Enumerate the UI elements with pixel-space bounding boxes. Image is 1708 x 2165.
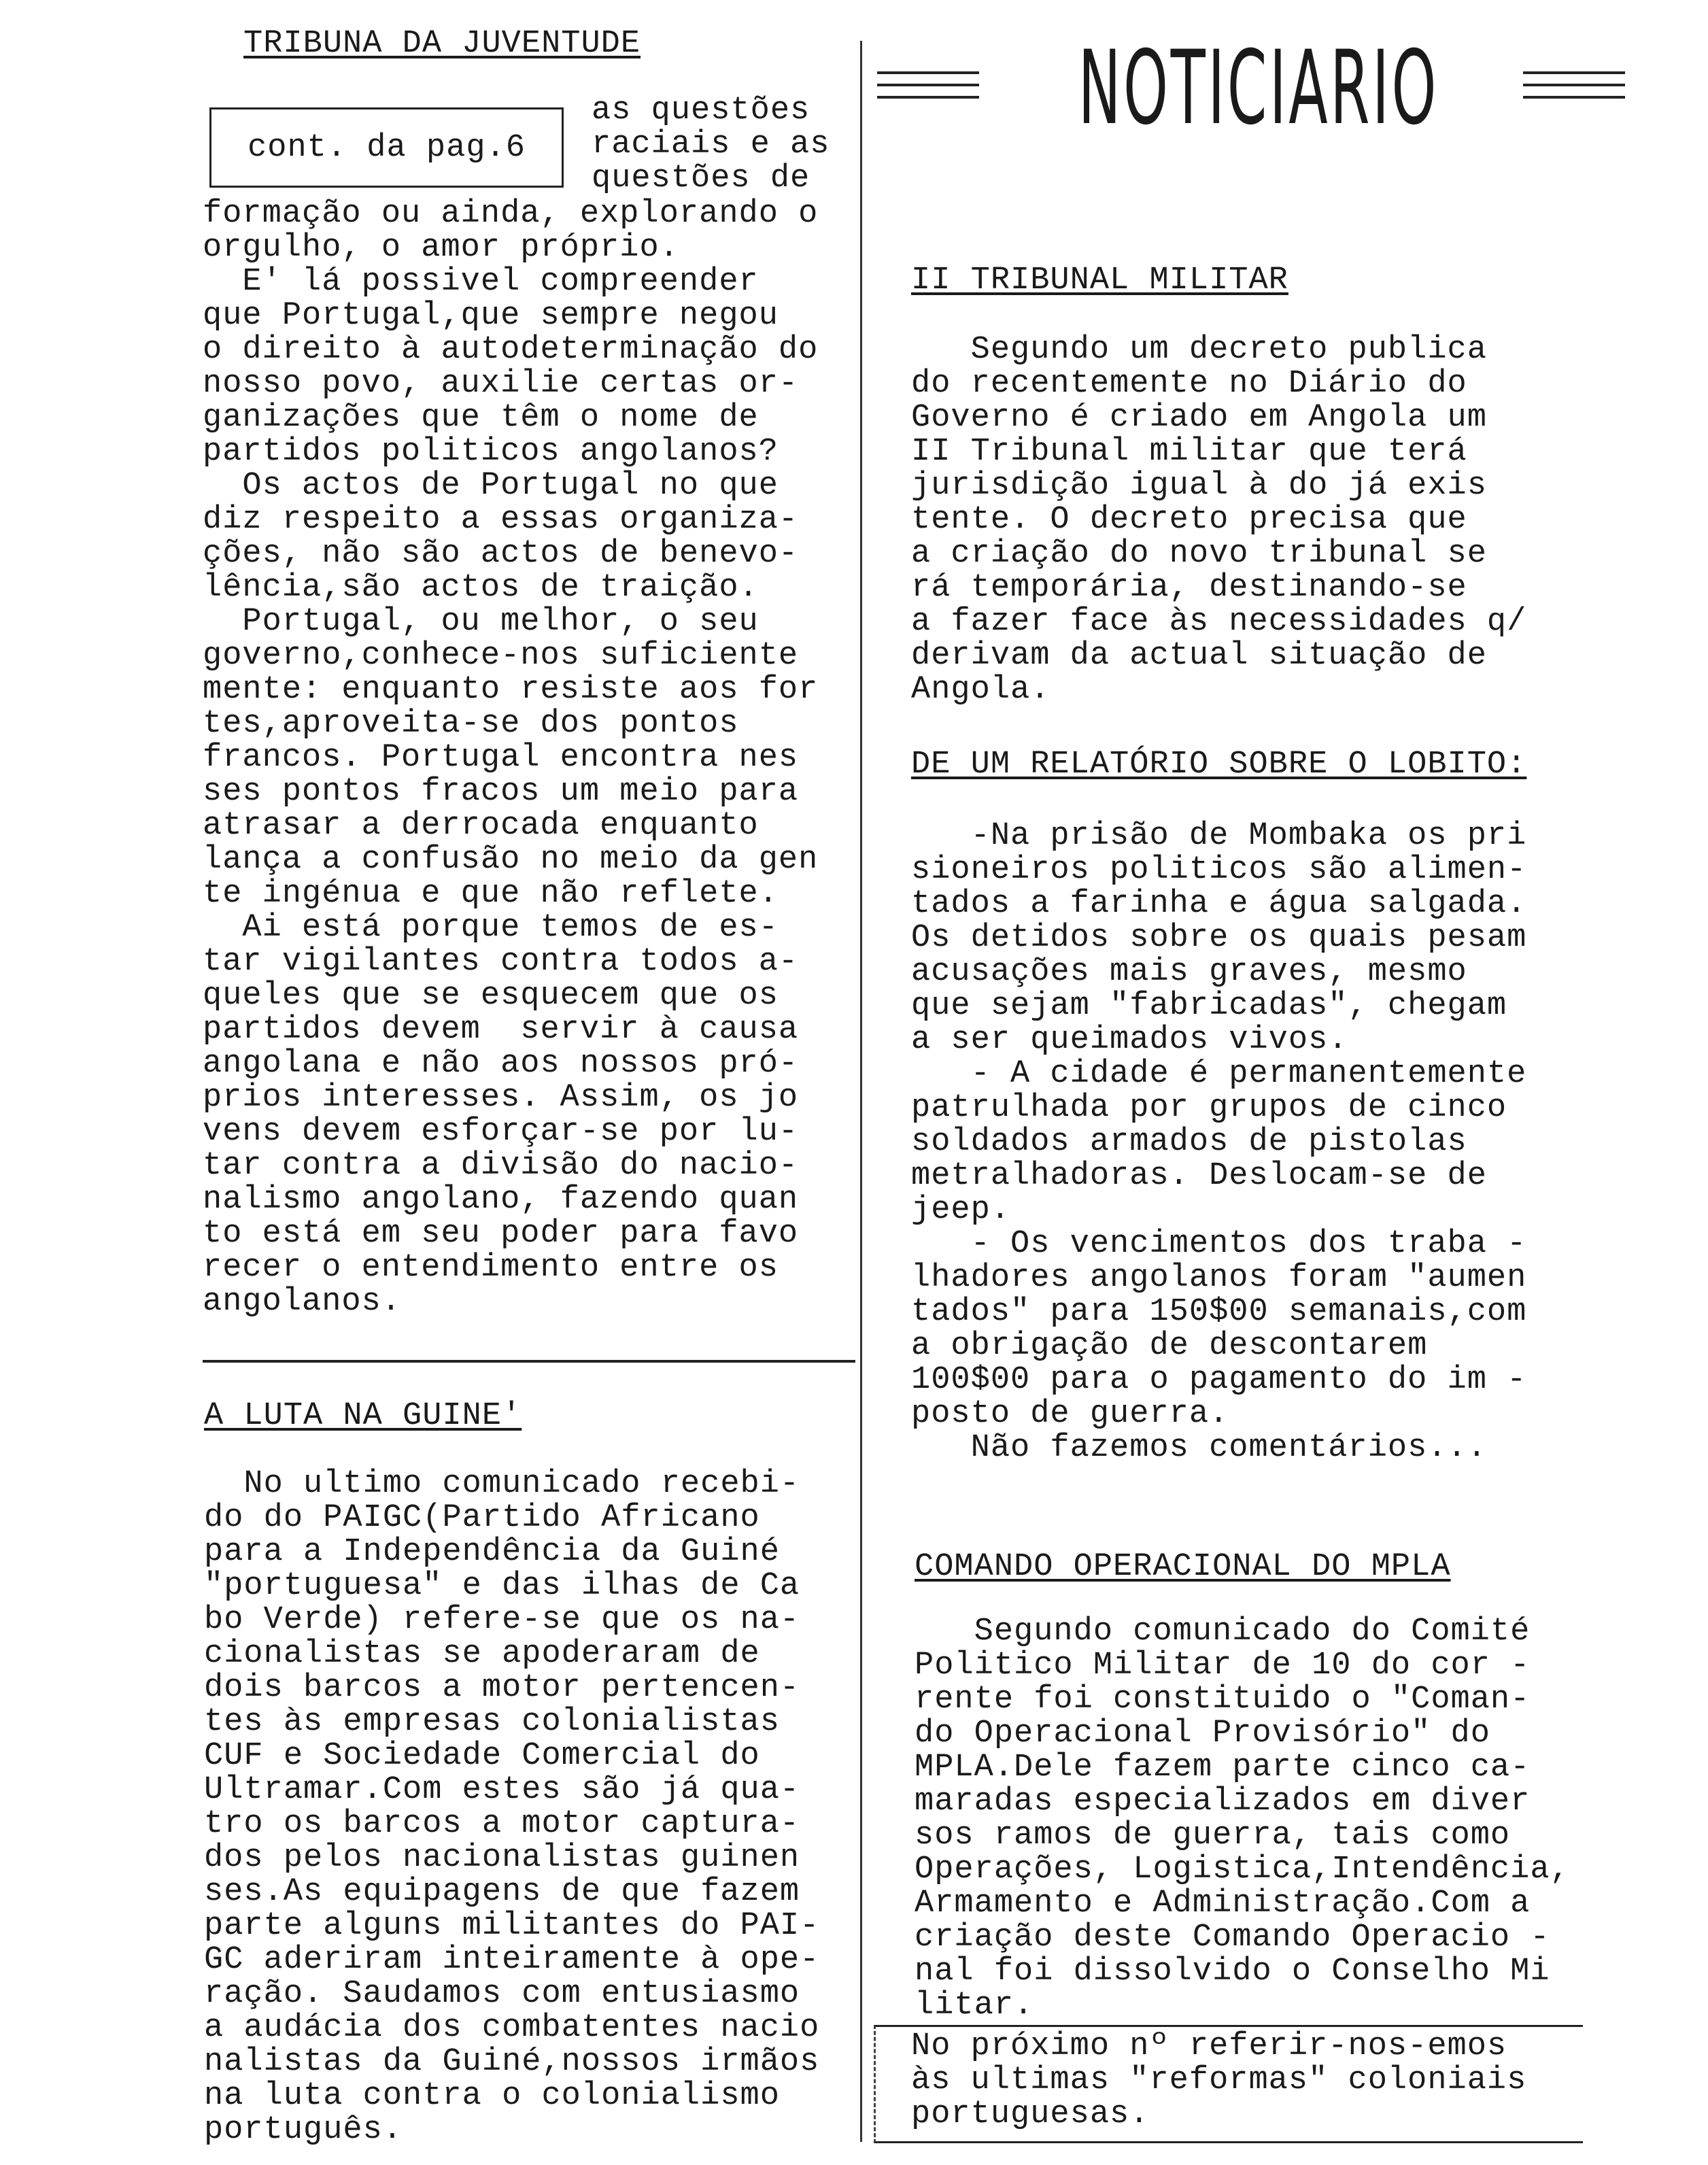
section-divider <box>203 1360 855 1363</box>
text-line: sioneiros politicos são alimen- <box>911 852 1527 888</box>
text-line: prios interesses. Assim, os jo <box>203 1080 799 1116</box>
masthead-title: NOTICIARIO <box>1078 29 1439 148</box>
text-line: Os actos de Portugal no que <box>203 468 779 504</box>
text-line: a criação do novo tribunal se <box>911 536 1487 572</box>
text-line: II Tribunal militar que terá <box>911 434 1467 470</box>
text-line: bo Verde) refere-se que os na- <box>204 1602 800 1638</box>
text-line: governo,conhece-nos suficiente <box>203 638 799 674</box>
text-line: tes,aproveita-se dos pontos <box>203 706 739 742</box>
text-line: rá temporária, destinando-se <box>911 570 1467 606</box>
text-line: do do PAIGC(Partido Africano <box>204 1500 760 1536</box>
mpla-heading: COMANDO OPERACIONAL DO MPLA <box>915 1549 1451 1585</box>
text-line: jeep. <box>911 1192 1011 1228</box>
text-line: Operações, Logistica,Intendência, <box>915 1852 1570 1888</box>
text-line: que sejam "fabricadas", chegam <box>911 988 1507 1024</box>
text-line: lhadores angolanos foram "aumen <box>911 1260 1527 1296</box>
text-line: francos. Portugal encontra nes <box>203 740 799 776</box>
text-line: GC aderiram inteiramente à ope- <box>204 1942 820 1978</box>
text-line: litar. <box>915 1988 1034 2024</box>
lobito-article <box>911 819 1605 1465</box>
text-line: maradas especializados em diver <box>915 1784 1531 1820</box>
tribunal-article <box>911 333 1605 707</box>
next-issue-note <box>911 2030 1526 2132</box>
text-line: tes às empresas colonialistas <box>204 1704 780 1740</box>
text-line: orgulho, o amor próprio. <box>203 230 679 266</box>
text-line: tar contra a divisão do nacio- <box>203 1148 799 1184</box>
section-header: TRIBUNA DA JUVENTUDE <box>243 26 641 62</box>
text-line: nalistas da Guiné,nossos irmãos <box>204 2044 820 2080</box>
text-line: queles que se esquecem que os <box>203 978 779 1014</box>
text-line: nosso povo, auxilie certas or- <box>203 366 799 402</box>
text-line: angolanos. <box>203 1284 402 1320</box>
continuation-side-text <box>592 94 850 196</box>
text-line: angolana e não aos nossos pró- <box>203 1046 799 1082</box>
text-line: CUF e Sociedade Comercial do <box>204 1738 760 1774</box>
text-line: para a Independência da Guiné <box>204 1534 780 1570</box>
text-line: partidos politicos angolanos? <box>203 434 779 470</box>
text-line: português. <box>204 2112 403 2148</box>
mpla-article <box>915 1615 1608 2023</box>
text-line: patrulhada por grupos de cinco <box>911 1090 1507 1126</box>
text-line: ções, não são actos de benevo- <box>203 536 799 572</box>
text-line: E' lá possivel compreender <box>203 264 759 300</box>
text-line: recer o entendimento entre os <box>203 1250 779 1286</box>
text-line: diz respeito a essas organiza- <box>203 502 799 538</box>
text-line: a obrigação de descontarem <box>911 1328 1428 1364</box>
masthead <box>877 27 1625 148</box>
text-line: na luta contra o colonialismo <box>204 2078 780 2114</box>
text-line: criação deste Comando Operacio - <box>915 1920 1550 1956</box>
text-line: Não fazemos comentários... <box>911 1430 1487 1466</box>
text-line: raciais e as <box>592 126 830 163</box>
text-line: a ser queimados vivos. <box>911 1022 1348 1058</box>
text-line: sos ramos de guerra, tais como <box>915 1818 1511 1854</box>
text-line: te ingénua e que não reflete. <box>203 876 779 912</box>
text-line: nalismo angolano, fazendo quan <box>203 1182 799 1218</box>
text-line: do recentemente no Diário do <box>911 366 1467 402</box>
text-line: Politico Militar de 10 do cor - <box>915 1648 1531 1684</box>
text-line: Armamento e Administração.Com a <box>915 1886 1531 1922</box>
text-line: -Na prisão de Mombaka os pri <box>911 818 1527 854</box>
text-line: Os detidos sobre os quais pesam <box>911 920 1527 956</box>
text-line: lência,são actos de traição. <box>203 570 759 606</box>
text-line: tados a farinha e água salgada. <box>911 886 1527 922</box>
masthead-rule-right <box>1523 71 1625 112</box>
text-line: o direito à autodeterminação do <box>203 332 819 368</box>
guine-heading: A LUTA NA GUINE' <box>204 1398 522 1434</box>
text-line: a fazer face às necessidades q/ <box>911 604 1527 640</box>
text-line: soldados armados de pistolas <box>911 1124 1467 1160</box>
text-line: partidos devem servir à causa <box>203 1012 799 1048</box>
text-line: - A cidade é permanentemente <box>911 1056 1527 1092</box>
text-line: rente foi constituido o "Coman- <box>915 1682 1531 1718</box>
text-line: mente: enquanto resiste aos for <box>203 672 819 708</box>
text-line: - Os vencimentos dos traba - <box>911 1226 1527 1262</box>
text-line: Portugal, ou melhor, o seu <box>203 604 759 640</box>
guine-article <box>204 1467 843 2147</box>
text-line: Ultramar.Com estes são já qua- <box>204 1772 800 1808</box>
text-line: ração. Saudamos com entusiasmo <box>204 1976 800 2012</box>
tribunal-heading: II TRIBUNAL MILITAR <box>911 262 1288 299</box>
text-line: às ultimas "reformas" coloniais <box>911 2062 1527 2098</box>
text-line: metralhadoras. Deslocam-se de <box>911 1158 1487 1194</box>
text-line: cionalistas se apoderaram de <box>204 1636 760 1672</box>
text-line: 100$00 para o pagamento do im - <box>911 1362 1527 1398</box>
text-line: ganizações que têm o nome de <box>203 400 759 436</box>
text-line: que Portugal,que sempre negou <box>203 298 779 334</box>
text-line: ses pontos fracos um meio para <box>203 774 799 810</box>
text-line: vens devem esforçar-se por lu- <box>203 1114 799 1150</box>
text-line: as questões <box>592 92 810 129</box>
continuation-box <box>209 107 564 188</box>
text-line: derivam da actual situação de <box>911 638 1487 674</box>
text-line: MPLA.Dele fazem parte cinco ca- <box>915 1750 1531 1786</box>
text-line: tro os barcos a motor captura- <box>204 1806 800 1842</box>
text-line: questões de <box>592 160 810 197</box>
text-line: acusações mais graves, mesmo <box>911 954 1467 990</box>
text-line: tente. O decreto precisa que <box>911 502 1467 538</box>
column-divider <box>860 41 862 2142</box>
text-line: "portuguesa" e das ilhas de Ca <box>204 1568 800 1604</box>
text-line: lança a confusão no meio da gen <box>203 842 819 878</box>
text-line: to está em seu poder para favo <box>203 1216 799 1252</box>
continuation-label: cont. da pag.6 <box>247 129 526 166</box>
text-line: do Operacional Provisório" do <box>915 1716 1490 1752</box>
text-line: formação ou ainda, explorando o <box>203 196 819 232</box>
text-line: dos pelos nacionalistas guinen <box>204 1840 800 1876</box>
text-line: a audácia dos combatentes nacio <box>204 2010 820 2046</box>
text-line: atrasar a derrocada enquanto <box>203 808 759 844</box>
masthead-rule-left <box>877 71 979 112</box>
text-line: No ultimo comunicado recebi- <box>204 1466 800 1502</box>
text-line: parte alguns militantes do PAI- <box>204 1908 820 1944</box>
text-line: tados" para 150$00 semanais,com <box>911 1294 1527 1330</box>
text-line: dois barcos a motor pertencen- <box>204 1670 800 1706</box>
text-line: nal foi dissolvido o Conselho Mi <box>915 1954 1550 1990</box>
lobito-heading: DE UM RELATÓRIO SOBRE O LOBITO: <box>911 747 1527 783</box>
text-line: No próximo nº referir-nos-emos <box>911 2028 1507 2064</box>
text-line: jurisdição igual à do já exis <box>911 468 1487 504</box>
text-line: Governo é criado em Angola um <box>911 400 1487 436</box>
left-article <box>203 197 842 1319</box>
text-line: portuguesas. <box>911 2096 1150 2132</box>
text-line: Angola. <box>911 672 1051 708</box>
text-line: Segundo um decreto publica <box>911 332 1487 368</box>
text-line: ses.As equipagens de que fazem <box>204 1874 800 1910</box>
text-line: Ai está porque temos de es- <box>203 910 779 946</box>
text-line: tar vigilantes contra todos a- <box>203 944 799 980</box>
text-line: posto de guerra. <box>911 1396 1229 1432</box>
text-line: Segundo comunicado do Comité <box>915 1614 1531 1650</box>
